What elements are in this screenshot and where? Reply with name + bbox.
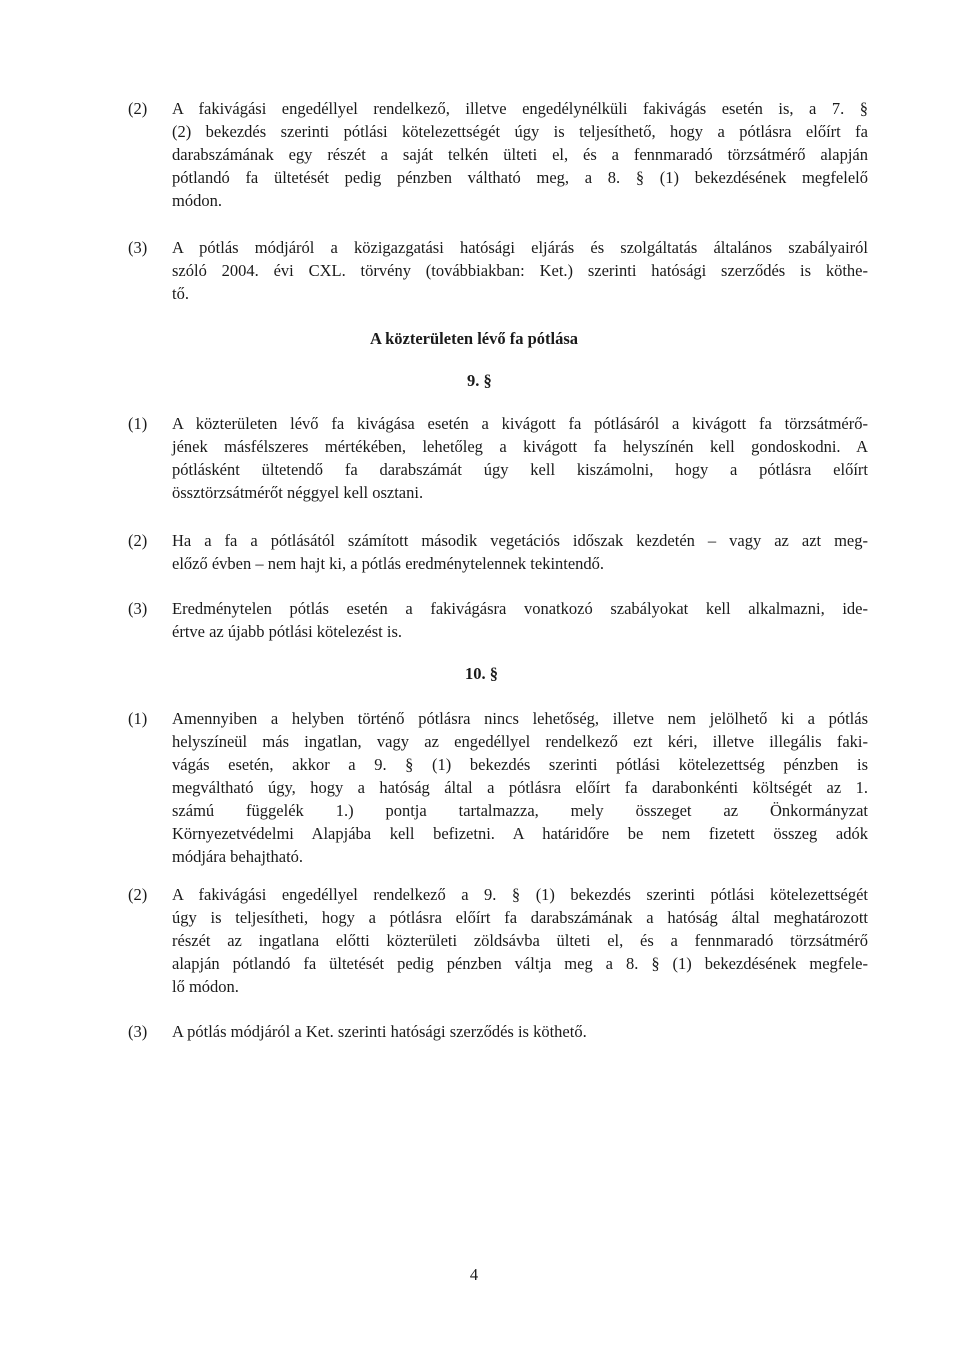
text-line: lő módon. [172,977,239,996]
text-line: alapján pótlandó fa ültetését pedig pénzben váltja meg a 8. § (1) bekezdésének megfele- [172,954,868,973]
paragraph-number: (1) [128,709,148,728]
paragraph-10-2 [128,883,868,998]
paragraph-9-3 [128,597,868,643]
text-line: pótlásként ültetendő fa darabszámát úgy kell kiszámolni, hogy a pótlásra előírt [172,460,868,479]
section-number-9: 9. § [467,371,492,390]
text-line: előző évben – nem hajt ki, a pótlás eredménytelennek tekintendő. [172,554,605,573]
paragraph-number: (2) [128,99,148,118]
text-line: tő. [172,284,189,303]
text-line: A pótlás módjáról a Ket. szerinti hatósági szerződés is köthető. [172,1022,587,1041]
text-line: Ha a fa a pótlásától számított második vegetációs időszak kezdetén – vagy az azt meg- [172,531,868,550]
text-line: vágás esetén, akkor a 9. § (1) bekezdés szerinti pótlási kötelezettség pénzben is [172,755,868,774]
paragraph-text [172,236,868,305]
text-line: részét az ingatlana előtti közterületi zöldsávba ülteti el, és a fennmaradó törzsátmérő [172,931,868,950]
paragraph-text [172,529,868,575]
paragraph-9-2 [128,529,868,575]
paragraph-text [172,1020,868,1043]
paragraph-text [172,97,868,212]
text-line: A közterületen lévő fa kivágása esetén a kivágott fa pótlásáról a kivágott fa törzsátmérő- [172,414,868,433]
paragraph-text [172,597,868,643]
text-line: módjára behajtható. [172,847,304,866]
text-line: Eredménytelen pótlás esetén a fakivágásra vonatkozó szabályokat kell alkalmazni, ide- [172,599,868,618]
text-line: (2) bekezdés szerinti pótlási kötelezettségét úgy is teljesíthető, hogy a pótlásra előírt fa [172,122,868,141]
text-line: értve az újabb pótlási kötelezést is. [172,622,403,641]
paragraph-number: (3) [128,238,148,257]
section-heading: A közterületen lévő fa pótlása [369,329,579,348]
text-line: módon. [172,191,222,210]
text-line: szóló 2004. évi CXL. törvény (továbbiakban: Ket.) szerinti hatósági szerződés is köthe- [172,261,868,280]
paragraph-number: (2) [128,885,148,904]
paragraph-number: (3) [128,1022,148,1041]
text-line: megváltható úgy, hogy a hatóság által a pótlásra előírt fa darabonkénti költségét az 1. [172,778,868,797]
text-line: össztörzsátmérőt néggyel kell osztani. [172,483,424,502]
text-line: A fakivágási engedéllyel rendelkező, illetve engedélynélküli fakivágás esetén is, a 7. § [172,99,868,118]
paragraph-text [172,412,868,504]
paragraph-number: (1) [128,414,148,433]
text-line: úgy is teljesítheti, hogy a pótlásra előírt fa darabszámának a hatóság által meghatározott [172,908,868,927]
paragraph-8-2 [128,97,868,212]
text-line: helyszíneül más ingatlan, vagy az engedéllyel rendelkező ezt kéri, illetve illegális faki- [172,732,868,751]
paragraph-10-3 [128,1020,868,1043]
section-number-10: 10. § [465,664,498,683]
text-line: számú függelék 1.) pontja tartalmazza, mely összeget az Önkormányzat [172,801,868,820]
text-line: pótlandó fa ültetését pedig pénzben váltható meg, a 8. § (1) bekezdésének megfelelő [172,168,868,187]
text-line: Amennyiben a helyben történő pótlásra nincs lehetőség, illetve nem jelölhető ki a pótlás [172,709,868,728]
text-line: A pótlás módjáról a közigazgatási hatósági eljárás és szolgáltatás általános szabályairól [172,238,868,257]
paragraph-number: (2) [128,531,148,550]
text-line: A fakivágási engedéllyel rendelkező a 9. § (1) bekezdés szerinti pótlási kötelezettségét [172,885,868,904]
text-line: darabszámának egy részét a saját telkén ülteti el, és a fennmaradó törzsátmérő alapján [172,145,868,164]
paragraph-9-1 [128,412,868,504]
paragraph-10-1 [128,707,868,868]
paragraph-8-3 [128,236,868,305]
paragraph-text [172,883,868,998]
text-line: jének másfélszeres mértékében, lehetőleg a kivágott fa helyszínén kell gondoskodni. A [172,437,868,456]
text-line: Környezetvédelmi Alapjába kell befizetni. A határidőre be nem fizetett összeg adók [172,824,868,843]
paragraph-number: (3) [128,599,148,618]
page-number: 4 [469,1265,479,1284]
paragraph-text [172,707,868,868]
